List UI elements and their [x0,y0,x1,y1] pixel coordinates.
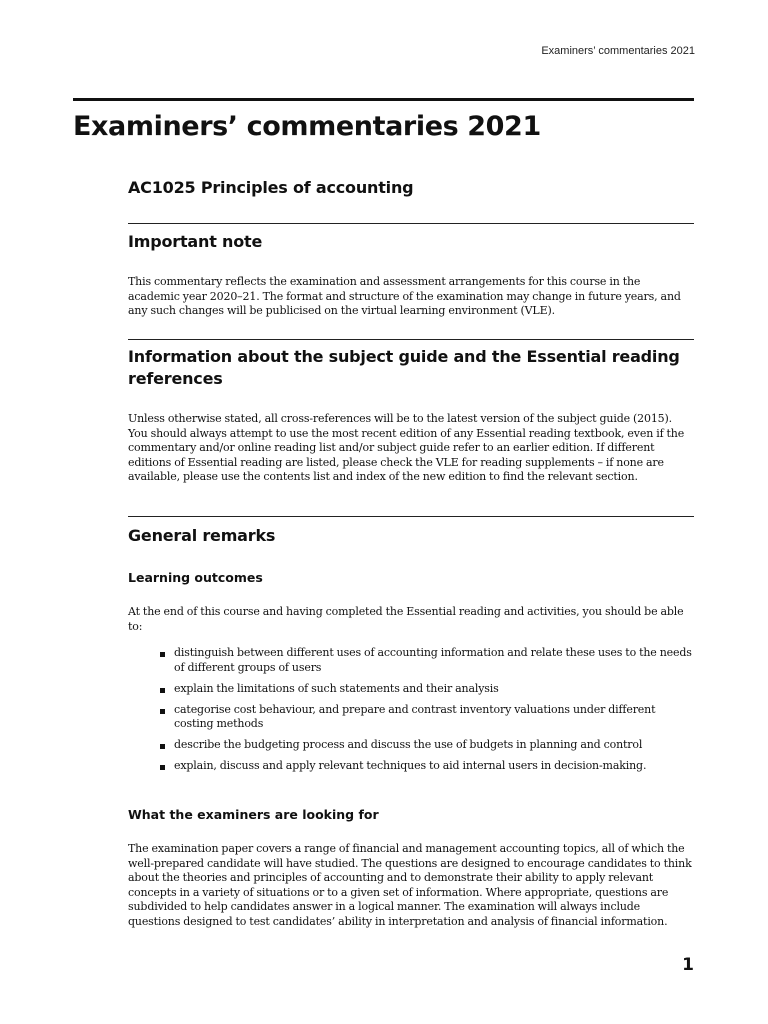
course-title: AC1025 Principles of accounting [128,178,414,197]
section-rule-general-remarks [128,516,694,517]
title-rule [73,98,694,101]
section-rule-important-note [128,223,694,224]
learning-outcome-text: explain, discuss and apply relevant techniques to aid internal users in decision-making. [174,759,647,773]
document-title: Examiners’ commentaries 2021 [73,111,541,142]
examiners-looking-for-body: The examination paper covers a range of financial and management accounting topics, all of which the well-prepared candidate will have studied. The questions are designed to encourage candidates to think about the theories and principles of accounting and to demonstrate their ability to apply relevant concepts in a variety of situations or to a given set of information. Where appropriate, questions are subdivided to help candidates answer in a logical manner. The examination will always include questions designed to test candidates’ ability in interpretation and analysis of financial information. [128,842,692,928]
square-bullet-icon [160,765,165,770]
running-header: Examiners’ commentaries 2021 [541,45,695,57]
learning-outcome-item [160,703,694,732]
learning-outcome-text: distinguish between different uses of accounting information and relate these uses to the needs of different groups of users [174,646,692,674]
learning-outcome-text: categorise cost behaviour, and prepare and contrast inventory valuations under different costing methods [174,702,656,731]
subject-guide-heading: Information about the subject guide and the Essential reading references [128,347,680,388]
learning-outcomes-intro: At the end of this course and having completed the Essential reading and activities, you should be able to: [128,605,684,633]
subject-guide-body: Unless otherwise stated, all cross-references will be to the latest version of the subject guide (2015). You should always attempt to use the most recent edition of any Essential reading textbook, even if the commentary and/or online reading list and/or subject guide refer to an earlier edition. If different editions of Essential reading are listed, please check the VLE for reading supplements – if none are available, please use the contents list and index of the new edition to find the relevant section. [128,412,685,484]
square-bullet-icon [160,709,165,714]
learning-outcome-item [160,646,694,675]
learning-outcome-item [160,682,694,697]
important-note-heading: Important note [128,232,263,251]
page-number: 1 [682,955,694,975]
important-note-body: This commentary reflects the examination and assessment arrangements for this course in the academic year 2020–21. The format and structure of the examination may change in future years, and any such changes will be publicised on the virtual learning environment (VLE). [128,275,681,318]
learning-outcome-text: describe the budgeting process and discuss the use of budgets in planning and control [174,738,643,752]
learning-outcomes-heading: Learning outcomes [128,570,263,585]
learning-outcome-item [160,759,694,774]
section-rule-subject-guide [128,339,694,340]
square-bullet-icon [160,652,165,657]
learning-outcome-text: explain the limitations of such statements and their analysis [174,681,499,695]
learning-outcomes-list [160,646,694,780]
general-remarks-heading: General remarks [128,526,276,545]
learning-outcome-item [160,738,694,753]
square-bullet-icon [160,744,165,749]
examiners-looking-for-heading: What the examiners are looking for [128,807,379,822]
square-bullet-icon [160,688,165,693]
